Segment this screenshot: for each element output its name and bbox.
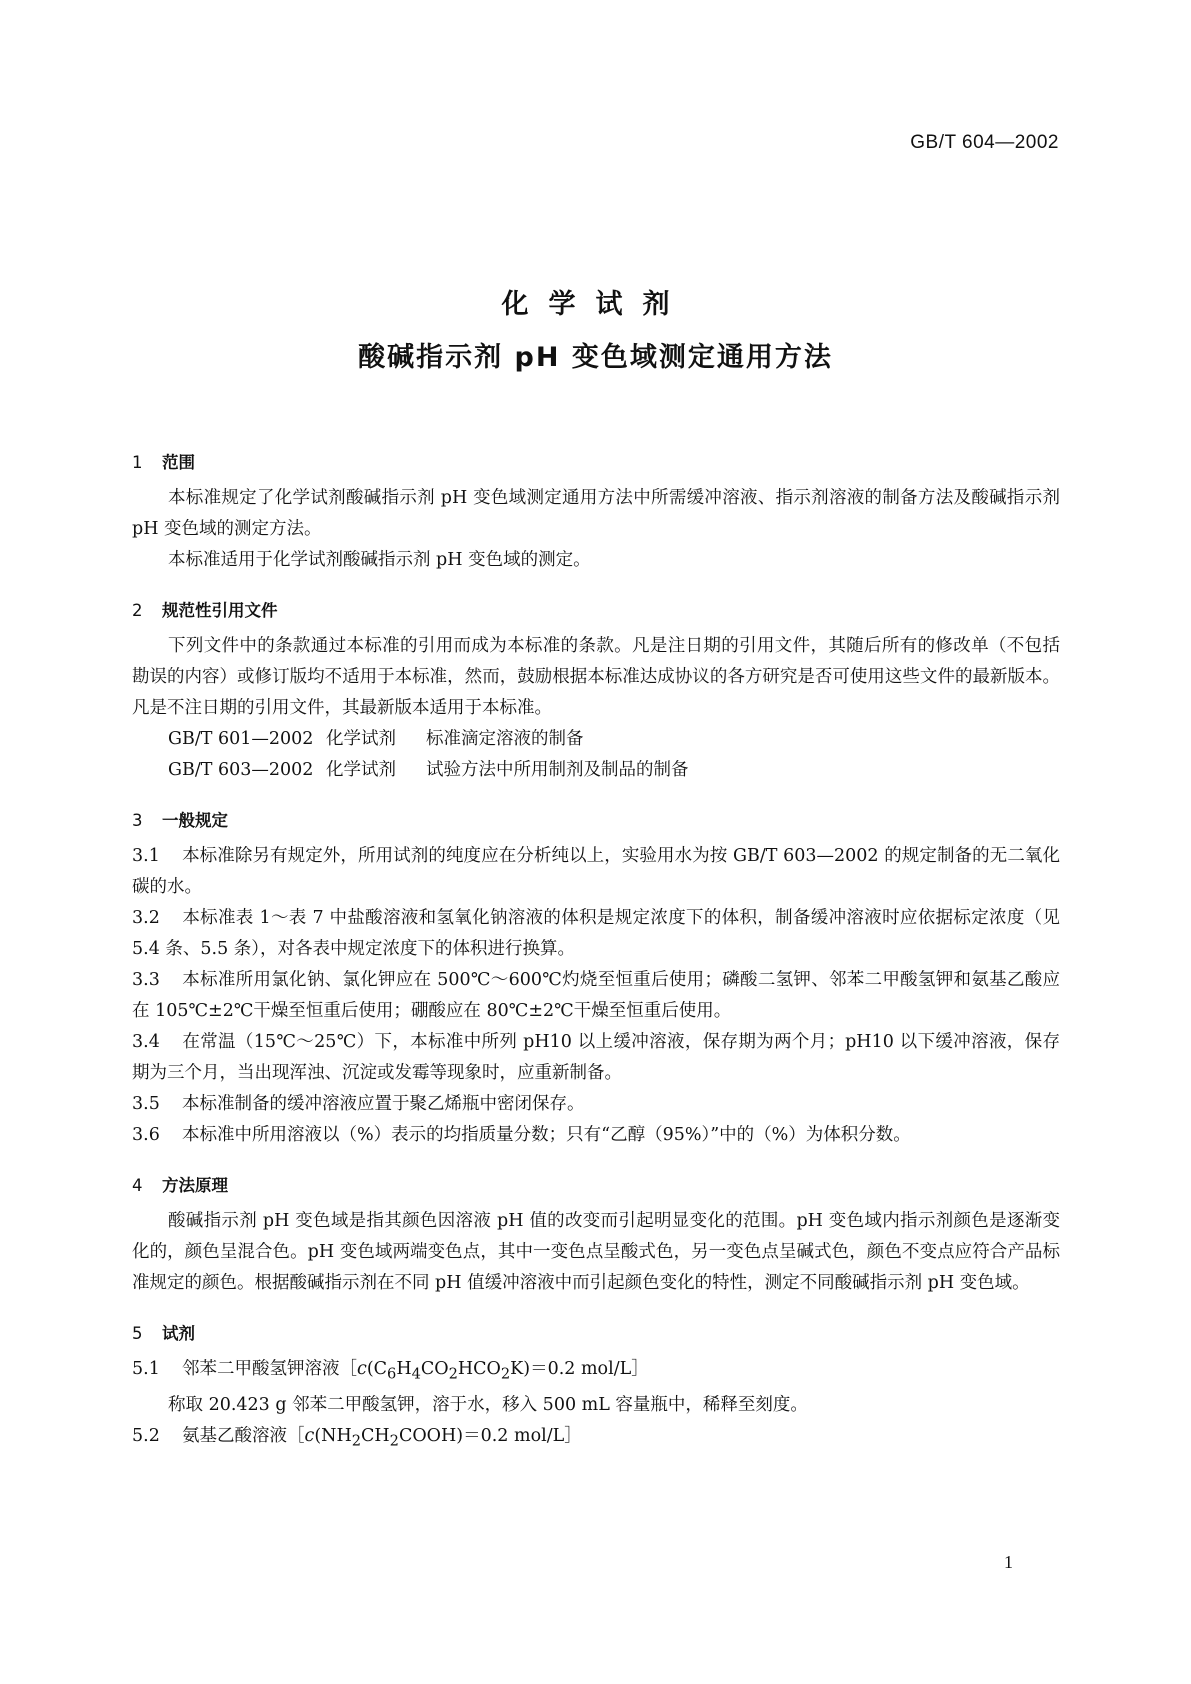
standard-code: GB/T 604—2002 — [910, 132, 1059, 153]
clause-3-2: 3.2 本标准表 1～表 7 中盐酸溶液和氢氧化钠溶液的体积是规定浓度下的体积，制备缓冲溶液时应依据标定浓度（见 5.4 条、5.5 条），对各表中规定浓度下的体积进行换算。 — [132, 908, 1060, 959]
clause-5-2-heading: 5.2 氨基乙酸溶液$[c(NH_2CH_2COOH)=0.2$ mol/L］ — [132, 1425, 582, 1449]
document-body — [132, 450, 1060, 1456]
section-4-heading: 4 方法原理 — [132, 1176, 228, 1195]
section-2-paragraph: 下列文件中的条款通过本标准的引用而成为本标准的条款。凡是注日期的引用文件，其随后所有的修改单（不包括勘误的内容）或修订版均不适用于本标准，然而，鼓励根据本标准达成协议的各方研究是否可使用这些文件的最新版本。凡是不注日期的引用文件，其最新版本适用于本标准。 — [132, 636, 1060, 718]
section-1-paragraph-2: 本标准适用于化学试剂酸碱指示剂 pH 变色域的测定。 — [168, 550, 591, 570]
section-1-heading: 1 范围 — [132, 453, 195, 472]
clause-3-5: 3.5 本标准制备的缓冲溶液应置于聚乙烯瓶中密闭保存。 — [132, 1094, 585, 1114]
clause-3-4: 3.4 在常温（15℃～25℃）下，本标准中所列 pH10 以上缓冲溶液，保存期为两个月；pH10 以下缓冲溶液，保存期为三个月，当出现浑浊、沉淀或发霉等现象时，应重新制备。 — [132, 1032, 1060, 1083]
section-5-heading: 5 试剂 — [132, 1324, 195, 1343]
clause-3-1: 3.1 本标准除另有规定外，所用试剂的纯度应在分析纯以上，实验用水为按 GB/T 603—2002 的规定制备的无二氧化碳的水。 — [132, 846, 1060, 897]
reference-item: GB/T 601—2002 化学试剂 标准滴定溶液的制备 — [168, 729, 584, 749]
document-title: 化学试剂 — [501, 289, 690, 320]
clause-5-1-body: 称取 20.423 g 邻苯二甲酸氢钾，溶于水，移入 500 mL 容量瓶中，稀释至刻度。 — [168, 1394, 808, 1415]
document-subtitle: 酸碱指示剂 pH 变色域测定通用方法 — [358, 342, 833, 373]
section-3-heading: 3 一般规定 — [132, 811, 228, 830]
clause-5-1-heading: 5.1 邻苯二甲酸氢钾溶液$[c(C_6H_4CO_2HCO_2K)=0.2$ mol/L］ — [132, 1359, 649, 1383]
clause-3-6: 3.6 本标准中所用溶液以（%）表示的均指质量分数；只有“乙醇（95%）”中的（%）为体积分数。 — [132, 1125, 911, 1145]
section-4-paragraph: 酸碱指示剂 pH 变色域是指其颜色因溶液 pH 值的改变而引起明显变化的范围。pH 变色域内指示剂颜色是逐渐变化的，颜色呈混合色。pH 变色域两端变色点，其中一变色点呈酸式色，另一变色点呈碱式色，颜色不变点应符合产品标准规定的颜色。根据酸碱指示剂在不同 pH 值缓冲溶液中而引起颜色变化的特性，测定不同酸碱指示剂 pH 变色域。 — [132, 1211, 1060, 1293]
reference-item: GB/T 603—2002 化学试剂 试验方法中所用制剂及制品的制备 — [168, 760, 689, 780]
section-2-heading: 2 规范性引用文件 — [132, 601, 278, 620]
section-1-paragraph-1: 本标准规定了化学试剂酸碱指示剂 pH 变色域测定通用方法中所需缓冲溶液、指示剂溶液的制备方法及酸碱指示剂 pH 变色域的测定方法。 — [132, 488, 1060, 539]
clause-3-3: 3.3 本标准所用氯化钠、氯化钾应在 500℃～600℃灼烧至恒重后使用；磷酸二氢钾、邻苯二甲酸氢钾和氨基乙酸应在 105℃±2℃干燥至恒重后使用；硼酸应在 80℃±2℃干燥至恒重后使用。 — [132, 970, 1060, 1021]
page-number: 1 — [1004, 1552, 1013, 1572]
